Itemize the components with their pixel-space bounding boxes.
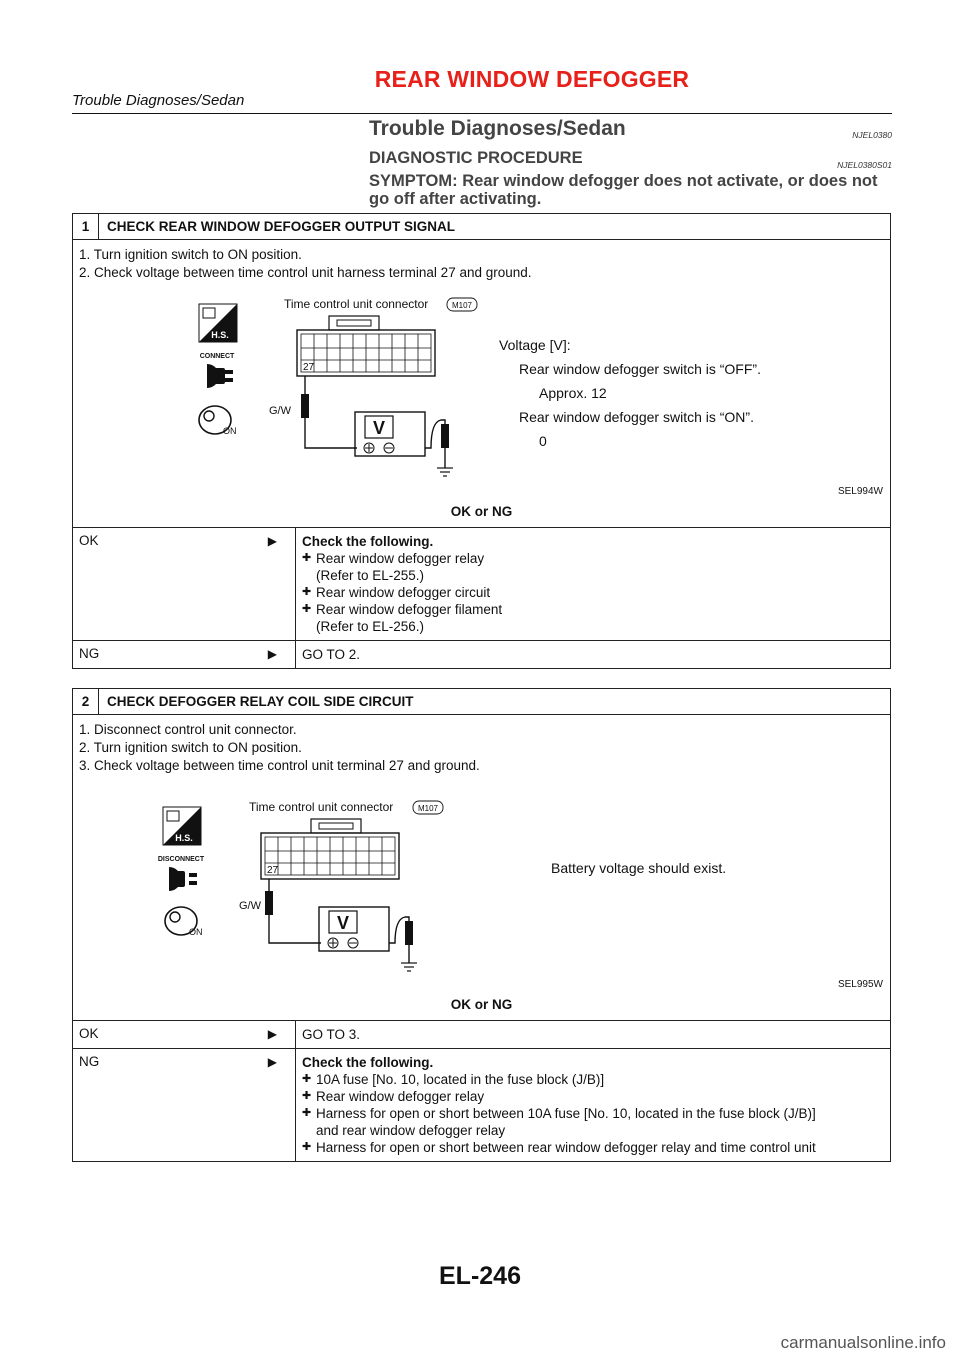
wire-color-label: G/W	[269, 405, 291, 417]
ground-icon	[401, 963, 417, 971]
ok-label: OK	[79, 1026, 99, 1041]
ng-label: NG	[79, 1054, 100, 1069]
wiring-figure	[79, 282, 884, 502]
page-title	[369, 117, 626, 141]
connector-label: Time control unit connector	[284, 297, 429, 311]
wiring-figure	[79, 775, 884, 995]
terminal-label: 27	[303, 362, 315, 373]
meter-v-label: V	[372, 418, 386, 438]
step-body	[73, 240, 891, 528]
voltage-title: Voltage [V]:	[499, 337, 571, 353]
ng-result	[296, 1049, 891, 1162]
figure-code: SEL994W	[837, 486, 883, 497]
wire-color-label: G/W	[239, 900, 261, 912]
connect-icon	[200, 353, 235, 388]
ok-cell	[73, 1021, 296, 1049]
figure-code: SEL995W	[837, 979, 883, 990]
page-title-text: Trouble Diagnoses/Sedan	[369, 117, 626, 140]
voltmeter-icon	[319, 907, 389, 951]
symptom-text: SYMPTOM: Rear window defogger does not activate, or does not go off after activating.	[369, 172, 878, 208]
ignition-key-icon	[199, 406, 237, 436]
ok-or-ng-label: OK or NG	[450, 504, 513, 519]
step-number: 2	[73, 689, 99, 715]
ng-cell	[73, 641, 296, 669]
arrow-right-icon: ▶	[267, 647, 277, 661]
step-title: CHECK REAR WINDOW DEFOGGER OUTPUT SIGNAL	[99, 214, 891, 240]
result-item: ✚ Rear window defogger relay	[302, 550, 884, 567]
meter-v-label: V	[336, 913, 350, 933]
connector-id: M107	[451, 301, 473, 310]
connector-icon	[297, 316, 435, 376]
result-item: ✚ Harness for open or short between 10A fuse [No. 10, located in the fuse block (J/B)]	[302, 1105, 884, 1122]
result-title: Check the following.	[302, 534, 434, 549]
result-item: ✚ 10A fuse [No. 10, located in the fuse block (J/B)]	[302, 1071, 884, 1088]
ng-cell	[73, 1049, 296, 1162]
instruction-line: 1. Turn ignition switch to ON position.	[79, 247, 302, 262]
page-number: EL-246	[439, 1262, 521, 1290]
hs-label: H.S.	[211, 330, 229, 340]
disconnect-label: DISCONNECT	[157, 856, 205, 863]
value-off: Approx. 12	[539, 385, 607, 401]
instruction-line: 2. Turn ignition switch to ON position.	[79, 740, 302, 755]
procedure-ref-code: NJEL0380S01	[837, 160, 892, 170]
ignition-key-icon	[165, 907, 203, 937]
manual-section-subtitle: Trouble Diagnoses/Sedan	[72, 92, 245, 109]
condition-off: Rear window defogger switch is “OFF”.	[519, 361, 761, 377]
connect-label: CONNECT	[199, 353, 235, 360]
procedure-heading: DIAGNOSTIC PROCEDURE	[369, 149, 583, 167]
instruction-line: 1. Disconnect control unit connector.	[79, 722, 297, 737]
result-title: Check the following.	[302, 1055, 434, 1070]
harness-side-icon	[199, 304, 237, 342]
title-ref-code: NJEL0380	[852, 130, 892, 140]
result-item: ✚ Harness for open or short between rear window defogger relay and time control unit	[302, 1139, 884, 1156]
step-title: CHECK DEFOGGER RELAY COIL SIDE CIRCUIT	[99, 689, 891, 715]
key-on-label: ON	[223, 426, 237, 436]
instruction-line: 2. Check voltage between time control unit harness terminal 27 and ground.	[79, 265, 532, 280]
value-on: 0	[539, 433, 547, 449]
terminal-label: 27	[267, 865, 279, 876]
watermark: carmanualsonline.info	[780, 1333, 946, 1352]
voltmeter-icon	[355, 412, 425, 456]
arrow-right-icon: ▶	[267, 1027, 277, 1041]
step-body	[73, 715, 891, 1021]
connector-diagram	[79, 775, 886, 995]
manual-section-title: REAR WINDOW DEFOGGER	[374, 66, 690, 92]
ok-or-ng-label: OK or NG	[450, 997, 513, 1012]
connector-icon	[261, 819, 399, 879]
step-1-table	[72, 213, 891, 669]
ok-result	[296, 528, 891, 641]
step-2-table	[72, 688, 891, 1162]
arrow-right-icon: ▶	[267, 534, 277, 548]
ok-cell	[73, 528, 296, 641]
connector-label: Time control unit connector	[249, 800, 394, 814]
battery-voltage-note: Battery voltage should exist.	[551, 860, 727, 876]
connector-diagram	[79, 282, 886, 502]
instruction-line: 3. Check voltage between time control unit terminal 27 and ground.	[79, 758, 480, 773]
ng-label: NG	[79, 646, 100, 661]
disconnect-icon	[158, 856, 205, 891]
key-on-label: ON	[189, 927, 203, 937]
result-item-continued: and rear window defogger relay	[316, 1123, 506, 1138]
result-item: ✚ Rear window defogger circuit	[302, 584, 884, 601]
connector-id: M107	[417, 804, 439, 813]
arrow-right-icon: ▶	[267, 1055, 277, 1069]
header-divider	[72, 113, 892, 114]
hs-label: H.S.	[175, 833, 193, 843]
result-item: ✚ Rear window defogger relay	[302, 1088, 884, 1105]
ok-label: OK	[79, 533, 99, 548]
result-item-note: (Refer to EL-256.)	[316, 619, 425, 634]
ok-result: GO TO 3.	[296, 1021, 891, 1049]
ground-icon	[437, 468, 453, 476]
result-item-note: (Refer to EL-255.)	[316, 568, 425, 583]
ng-result: GO TO 2.	[296, 641, 891, 669]
condition-on: Rear window defogger switch is “ON”.	[519, 409, 754, 425]
result-item: ✚ Rear window defogger filament	[302, 601, 884, 618]
harness-side-icon	[163, 807, 201, 845]
step-number: 1	[73, 214, 99, 240]
